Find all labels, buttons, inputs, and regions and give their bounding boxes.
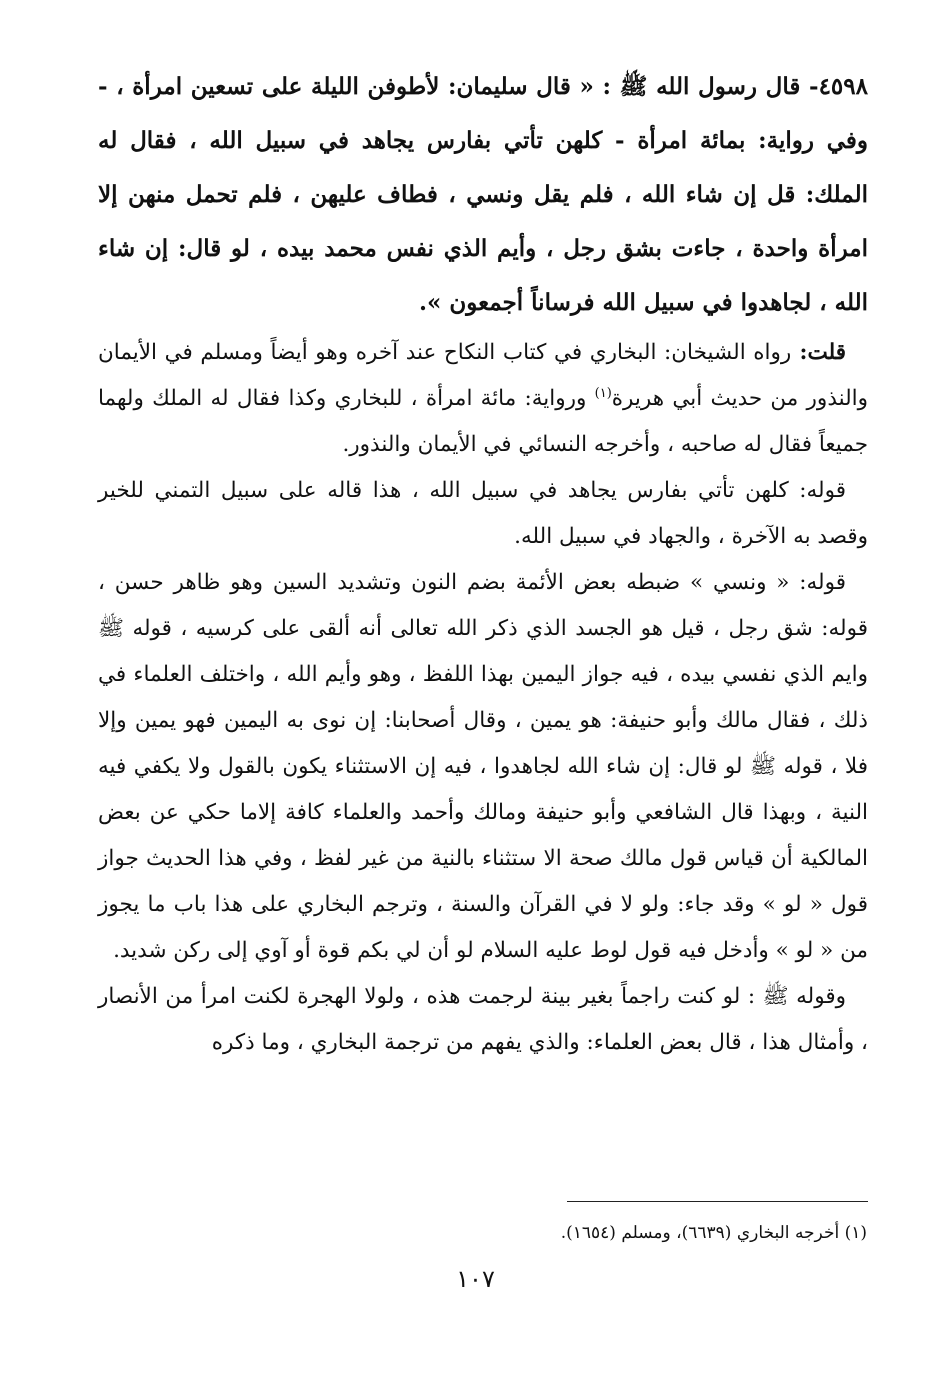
hadith-text: قال رسول الله ﷺ : « قال سليمان: لأطوفن الليلة على تسعين امرأة ، - وفي رواية: بمائة امرأة - كلهن تأتي بفارس يجاهد في سبيل الله ، فقال له الملك: قل إن شاء الله ، فلم يقل ونسي ، فطاف عليهن ، فلم تحمل منهن إلا امرأة واحدة ، جاءت بشق رجل ، وأيم الذي نفس محمد بيده ، لو قال: إن شاء الله ، لجاهدوا في سبيل الله فرساناً أجمعون ». (98, 73, 868, 316)
hadith-number: ٤٥٩٨- (800, 73, 868, 100)
commentary-text-1b: ورواية: مائة امرأة ، للبخاري وكذا فقال له الملك ولهما جميعاً فقال له صاحبه ، وأخرجه النسائي في الأيمان والنذور. (98, 386, 868, 457)
footnote-divider (567, 1201, 868, 1202)
footnote-reference[interactable]: (١) (594, 385, 612, 401)
footnote: (١) أخرجه البخاري (٦٦٣٩)، ومسلم (١٦٥٤). (560, 1223, 867, 1243)
page-number: ١٠٧ (456, 1265, 495, 1293)
commentary-paragraph-4: وقوله ﷺ : لو كنت راجماً بغير بينة لرجمت هذه ، ولولا الهجرة لكنت امرأ من الأنصار ، وأمثال هذا ، قال بعض العلماء: والذي يفهم من ترجمة البخاري ، وما ذكره (98, 984, 868, 1055)
commentary-paragraph-1 (98, 330, 868, 468)
commentary-text-1a: رواه الشيخان: البخاري في كتاب النكاح عند آخره وهو أيضاً ومسلم في الأيمان والنذور من حديث أبي هريرة (98, 340, 868, 411)
commentary-paragraph-2: قوله: كلهن تأتي بفارس يجاهد في سبيل الله ، هذا قاله على سبيل التمني للخير وقصد به الآخرة ، والجهاد في سبيل الله. (98, 478, 868, 549)
commentary-paragraph-3: قوله: « ونسي » ضبطه بعض الأئمة بضم النون وتشديد السين وهو ظاهر حسن ، قوله: شق رجل ، قيل هو الجسد الذي ذكر الله تعالى أنه ألقى على كرسيه ، قوله ﷺ وايم الذي نفسي بيده ، فيه جواز اليمين بهذا اللفظ ، وهو وأيم الله ، واختلف العلماء في ذلك ، فقال مالك وأبو حنيفة: هو يمين ، وقال أصحابنا: إن نوى به اليمين فهو يمين وإلا فلا ، قوله ﷺ لو قال: إن شاء الله لجاهدوا ، فيه إن الاستثناء يكون بالقول ولا يكفي فيه النية ، وبهذا قال الشافعي وأبو حنيفة ومالك وأحمد والعلماء كافة إلاما حكي عن بعض المالكية أن قياس قول مالك صحة الا ستثناء بالنية من غير لفظ ، وفي هذا الحديث جواز قول « لو » وقد جاء: ولو لا في القرآن والسنة ، وترجم البخاري على هذا باب ما يجوز من « لو » وأدخل فيه قول لوط عليه السلام لو أن لي بكم قوة أو آوي إلى ركن شديد. (98, 570, 868, 963)
commentary-label: قلت: (791, 340, 846, 365)
hadith-block (98, 60, 868, 330)
page-body (98, 60, 868, 1066)
